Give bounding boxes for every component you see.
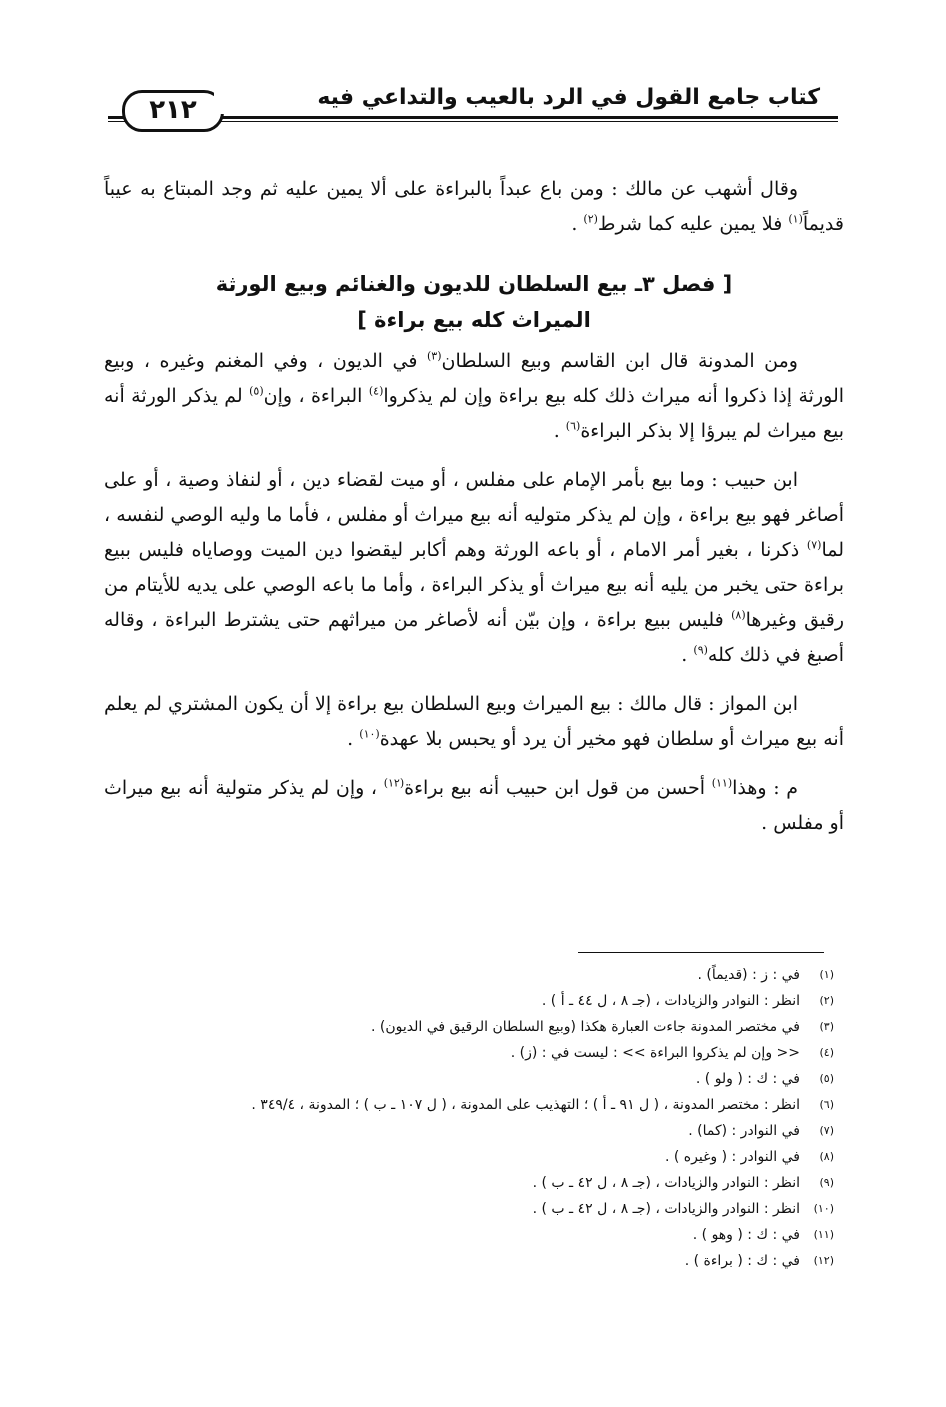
footnote-ref-8[interactable]: (٨) [731, 608, 746, 622]
paragraph-1: وقال أشهب عن مالك : ومن باع عبداً بالبراءة على ألا يمين عليه ثم وجد المبتاع به عيباً قديماً$^{(١)}$ فلا يمين عليه كما شرط$^{(٢)}$ . [104, 178, 844, 235]
section-heading [104, 266, 844, 338]
footnote-item: (١٢) في : ك : ( براءة ) . [684, 1253, 834, 1269]
footnotes [104, 962, 834, 1274]
footnote-item: (٦) انظر : مختصر المدونة ، ( ل ٩١ ـ أ ) ؛ التهذيب على المدونة ، ( ل ١٠٧ ـ ب ) ؛ المدونة ، ٣٤٩/٤ . [251, 1097, 834, 1113]
footnote-ref-4[interactable]: (٤) [368, 384, 384, 398]
paragraph-2: ومن المدونة قال ابن القاسم وبيع السلطان$^{(٣)}$ في الديون ، وفي المغنم وغيره ، وبيع الورثة إذا ذكروا أنه ميراث ذلك كله بيع براءة وإن لم يذكروا$^{(٤)}$ البراءة ، وإن$^{(٥)}$ لم يذكر الورثة أنه بيع ميراث لم يبرؤا إلا بذكر البراءة$^{(٦)}$ . [104, 349, 845, 442]
footnote-ref-9[interactable]: (٩) [693, 643, 708, 657]
footnote-item: (١٠) انظر : النوادر والزيادات ، (جـ ٨ ، ل ٤٢ ـ ب ) . [532, 1201, 834, 1217]
running-title: كتاب جامع القول في الرد بالعيب والتداعي فيه [214, 82, 820, 114]
footnote-ref-11[interactable]: (١١) [711, 776, 733, 790]
footnote-ref-7[interactable]: (٧) [806, 538, 822, 552]
footnote-item: (١) في : ز : (قديماً) . [697, 967, 834, 983]
section-heading-line-1: [ فصل ٣ـ بيع السلطان للديون والغنائم وبيع الورثة [215, 272, 733, 296]
page-number: ٢١٢ [122, 90, 224, 132]
page-header [108, 82, 838, 130]
footnote-ref-5[interactable]: (٥) [249, 384, 264, 398]
footnote-item: (٧) في النوادر : (كما) . [688, 1123, 834, 1139]
footnote-item: (٥) في : ك : ( ولو ) . [695, 1071, 834, 1087]
paragraph-5: م : وهذا$^{(١١)}$ أحسن من قول ابن حبيب أنه بيع براءة$^{(١٢)}$ ، وإن لم يذكر متولية أنه بيع ميراث أو مفلس . [104, 776, 844, 834]
footnote-item: (٨) في النوادر : ( وغيره ) . [664, 1149, 834, 1165]
footnote-item: (٣) في مختصر المدونة جاءت العبارة هكذا (وبيع السلطان الرقيق في الديون) . [371, 1019, 834, 1035]
footnote-item: (١١) في : ك : ( وهو ) . [692, 1227, 834, 1243]
footnote-item: (٩) انظر : النوادر والزيادات ، (جـ ٨ ، ل ٤٢ ـ ب ) . [532, 1175, 834, 1191]
footnote-ref-6[interactable]: (٦) [565, 419, 581, 433]
main-text [104, 172, 844, 855]
footnote-item: (٢) انظر : النوادر والزيادات ، (جـ ٨ ، ل ٤٤ ـ أ ) . [541, 993, 834, 1009]
footnote-item: (٤) << وإن لم يذكروا البراءة >> : ليست في : (ز) . [510, 1045, 834, 1061]
paragraph-3: ابن حبيب : وما بيع بأمر الإمام على مفلس ، أو ميت لقضاء دين ، أو لنفاذ وصية ، أو على أصاغر فهو بيع براءة ، وإن لم يذكر متوليه أنه بيع ميراث أو مفلس ، فأما ما وليه الوصي لنفسه ، لما$^{(٧)}$ ذكرنا ، بغير أمر الامام ، أو باعه الورثة وهم أكابر ليقضوا دين الميت ووصاياه فليس ببيع براءة حتى يخبر من يليه أنه بيع ميراث أو يذكر البراءة ، وأما ما باعه الوصي على يديه للأيتام من رقيق وغيرها$^{(٨)}$ فليس ببيع براءة ، وإن بيّن أنه لأصاغر من ميراثهم حتى يشترط البراءة ، وقاله أصبغ في ذلك كله$^{(٩)}$ . [104, 469, 845, 666]
footnote-ref-1[interactable]: (١) [788, 212, 803, 226]
footnote-ref-10[interactable]: (١٠) [359, 727, 380, 741]
footnote-ref-3[interactable]: (٣) [426, 349, 442, 363]
footnote-divider [578, 952, 824, 953]
footnote-ref-2[interactable]: (٢) [583, 212, 598, 226]
section-heading-line-2: الميراث كله بيع براءة ] [357, 308, 591, 332]
paragraph-4: ابن المواز : قال مالك : بيع الميراث وبيع السلطان بيع براءة إلا أن يكون المشتري لم يعلم أنه بيع ميراث أو سلطان فهو مخير أن يرد أو يحبس بلا عهدة$^{(١٠)}$ . [104, 693, 844, 750]
footnote-ref-12[interactable]: (١٢) [383, 776, 405, 790]
